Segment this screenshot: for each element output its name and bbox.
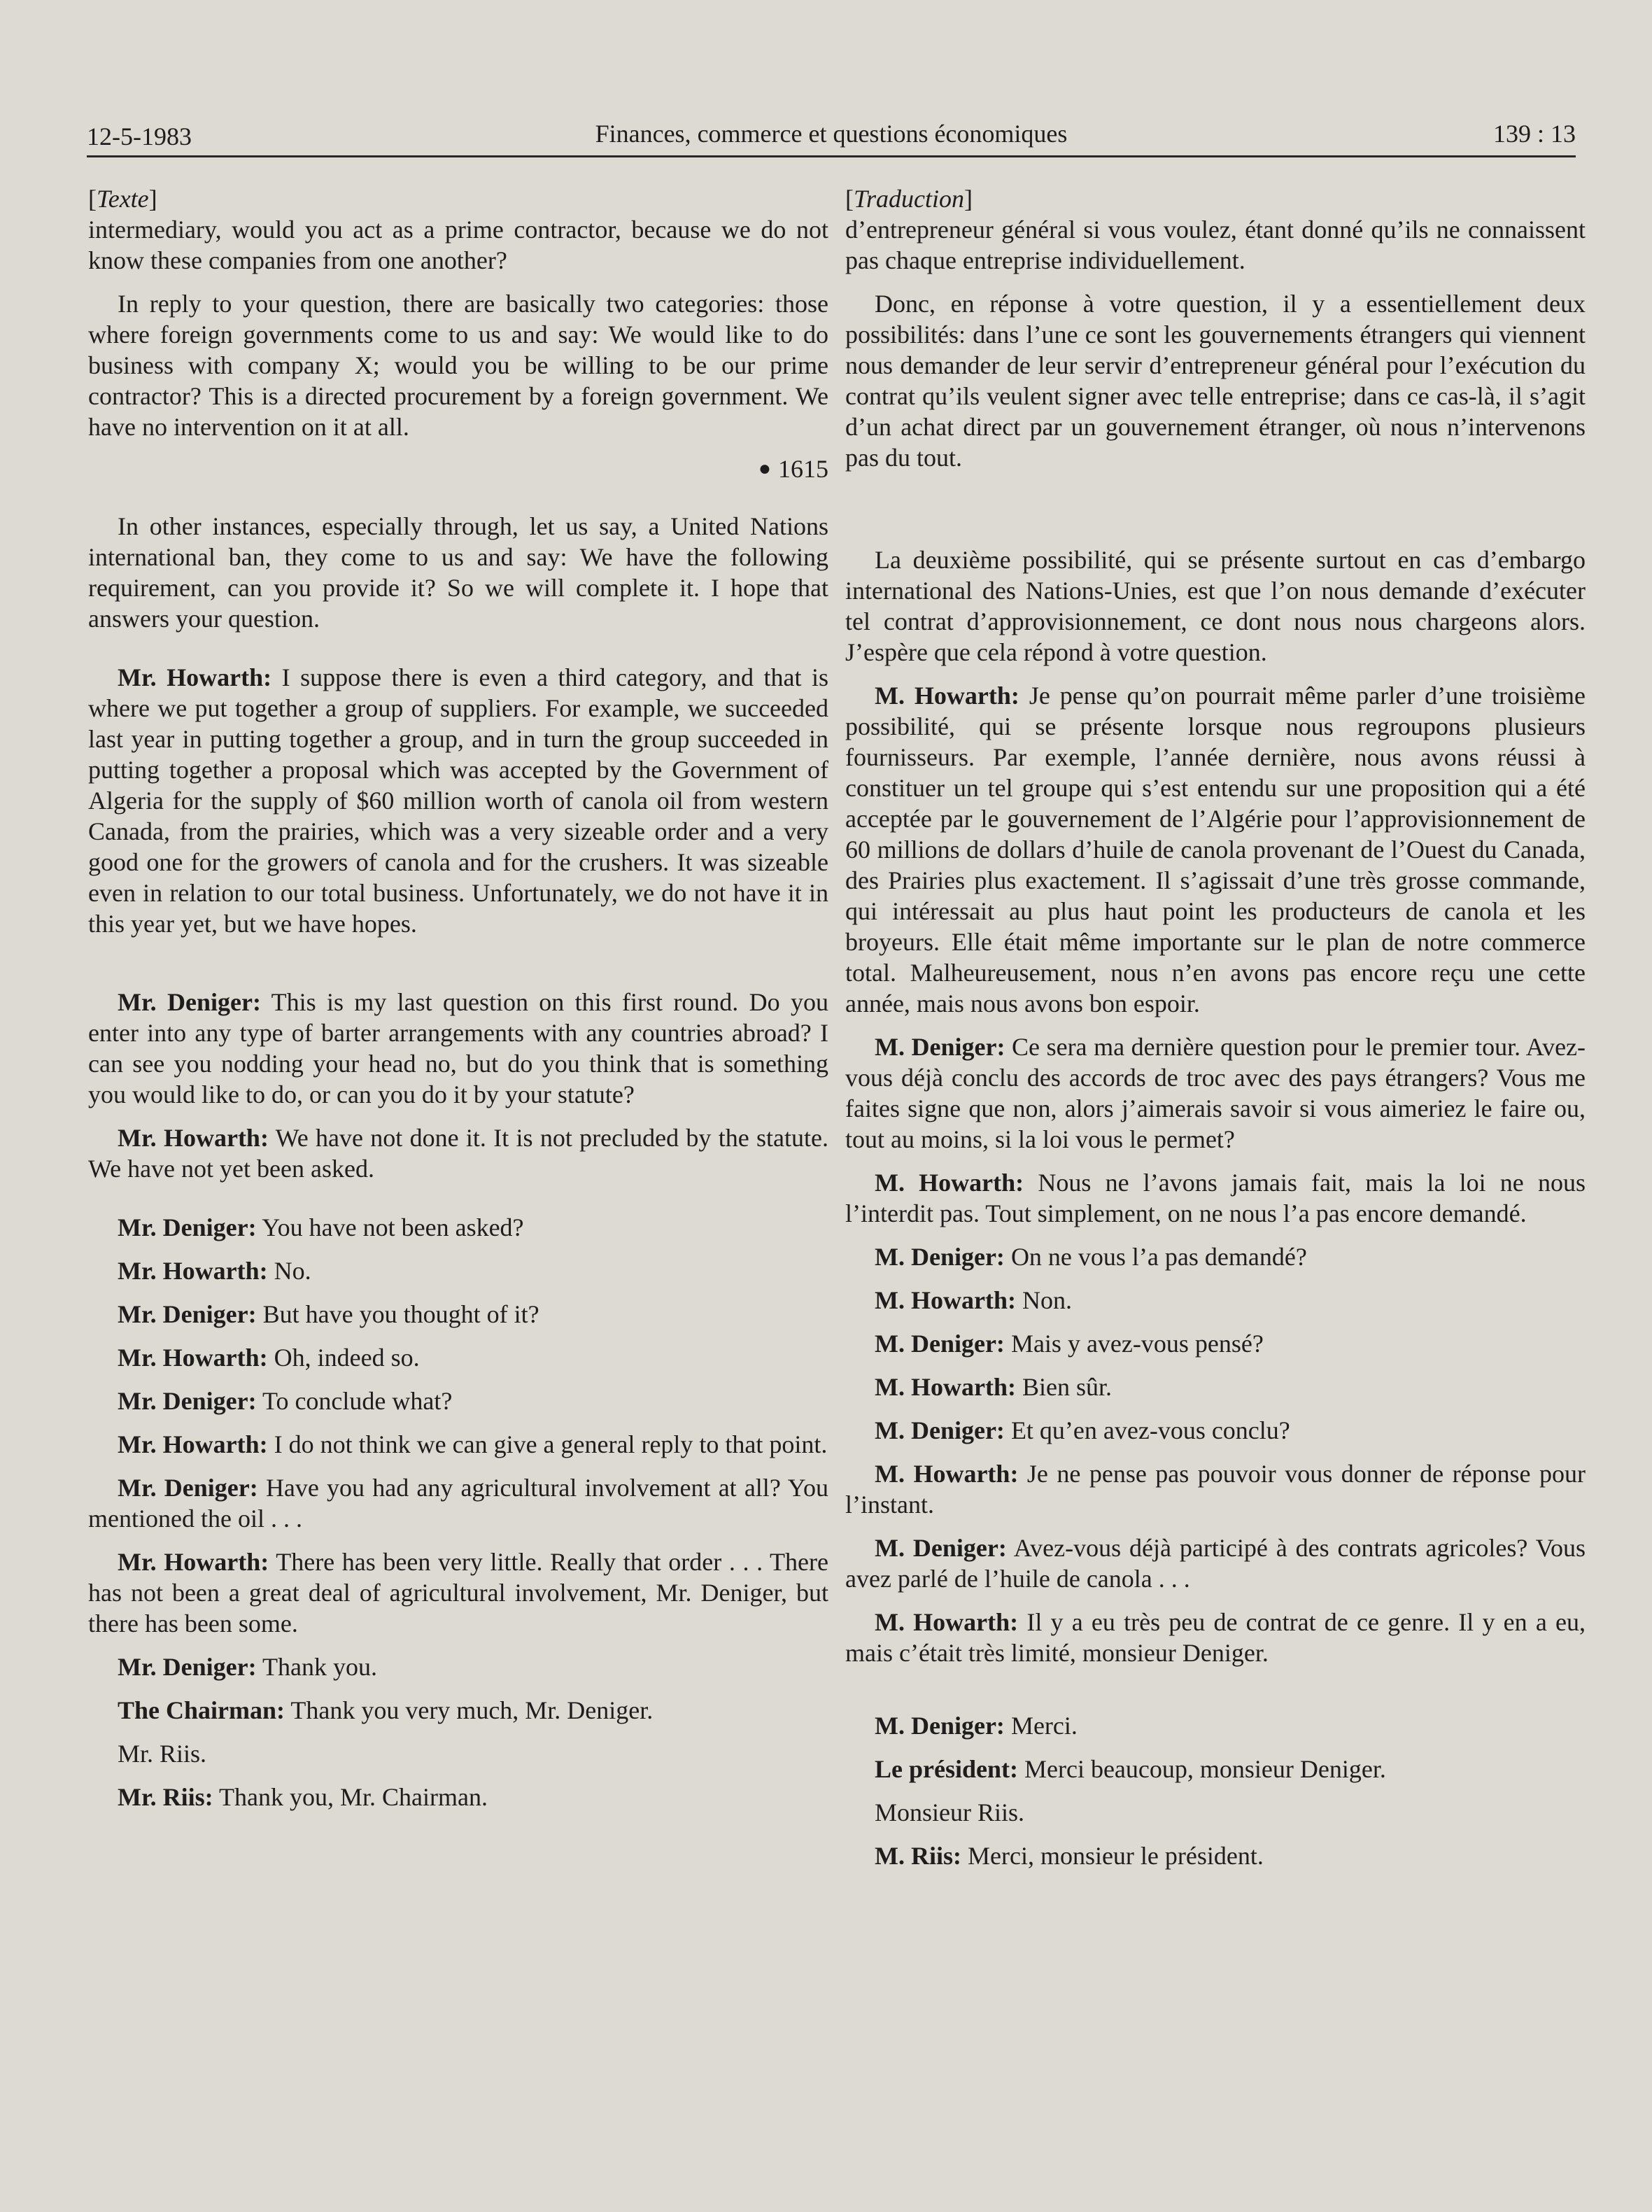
paragraph: intermediary, would you act as a prime contractor, because we do not know these companies from one another? [88,216,828,274]
speech-chairman: Le président: Merci beaucoup, monsieur Deniger. [875,1755,1386,1783]
column-marker: [ Traduction ] [845,183,1586,214]
paragraph: Monsieur Riis. [875,1798,1025,1826]
header-date: 12-5-1983 [87,122,192,150]
speech-deniger: M. Deniger: On ne vous l’a pas demandé? [875,1243,1307,1271]
speech-howarth: M. Howarth: Je ne pense pas pouvoir vous donner de réponse pour l’instant. [845,1460,1586,1519]
speech-howarth: Mr. Howarth: We have not done it. It is not precluded by the statute. We have not yet been asked. [88,1124,828,1183]
speech-deniger: M. Deniger: Merci. [875,1712,1078,1740]
speech-howarth: M. Howarth: Non. [875,1286,1072,1314]
speech-deniger: Mr. Deniger: But have you thought of it? [118,1300,539,1328]
speech-riis: M. Riis: Merci, monsieur le président. [875,1842,1264,1870]
speech-howarth: Mr. Howarth: I suppose there is even a third category, and that is where we put together a group of suppliers. For example, we succeeded last year in putting together a group, and in turn the group succeeded in putting together a proposal which was accepted by the Government of Algeria for the supply of $60 million worth of canola oil from western Canada, from the prairies, which was a very sizeable order and a very good one for the growers of canola and for the crushers. It was sizeable even in relation to our total business. Unfortunately, we do not have it in this year yet, but we have hopes. [88,663,828,938]
speech-howarth: Mr. Howarth: There has been very little. Really that order . . . There has not been a great deal of agricultural involvement, Mr. Deniger, but there has been some. [88,1548,828,1637]
speech-deniger: Mr. Deniger: Thank you. [118,1653,377,1681]
speech-deniger: Mr. Deniger: To conclude what? [118,1387,453,1415]
speech-howarth: Mr. Howarth: Oh, indeed so. [118,1344,420,1372]
speech-howarth: Mr. Howarth: No. [118,1257,311,1285]
english-column [88,183,828,1812]
paragraph: Donc, en réponse à votre question, il y a essentiellement deux possibilités: dans l’une ce sont les gouvernements étrangers qui viennent nous demander de leur servir d’entrepreneur général pour l’exécution du contrat qu’ils veulent signer avec telle entreprise; dans ce cas-là, il s’agit d’un achat direct par un gouvernement étranger, où nous n’intervenons pas du tout. [845,290,1586,472]
header-title: Finances, commerce et questions économiques [595,120,1068,148]
speech-howarth: M. Howarth: Nous ne l’avons jamais fait, mais la loi ne nous l’interdit pas. Tout simplement, on ne nous l’a pas encore demandé. [845,1169,1586,1227]
speech-deniger: M. Deniger: Avez-vous déjà participé à des contrats agricoles? Vous avez parlé de l’huile de canola . . . [845,1534,1586,1593]
paragraph: In other instances, especially through, let us say, a United Nations international ban, they come to us and say: We have the following requirement, can you provide it? So we will complete it. I hope that answers your question. [88,512,828,633]
speech-riis: Mr. Riis: Thank you, Mr. Chairman. [118,1783,488,1811]
speech-deniger: M. Deniger: Ce sera ma dernière question pour le premier tour. Avez-vous déjà conclu des accords de troc avec des pays étrangers? Vous me faites signe que non, alors j’aimerais savoir si vous aimeriez le faire ou, tout au moins, si la loi vous le permet? [845,1033,1586,1153]
bullet-icon: ● [758,457,771,480]
paragraph: La deuxième possibilité, qui se présente surtout en cas d’embargo international des Nations-Unies, est que l’on nous demande d’exécuter tel contrat d’approvisionnement, ce dont nous nous chargeons alors. J’espère que cela répond à votre question. [845,546,1586,666]
speech-chairman: The Chairman: Thank you very much, Mr. Deniger. [118,1696,654,1724]
speech-deniger: Mr. Deniger: Have you had any agricultural involvement at all? You mentioned the oil . . . [88,1474,829,1533]
speech-deniger: Mr. Deniger: This is my last question on this first round. Do you enter into any type of barter arrangements with any countries abroad? I can see you nodding your head no, but do you think that is something you would like to do, or can you do it by your statute? [88,988,828,1108]
header-folio: 139 : 13 [1492,120,1576,148]
column-marker: [ Texte ] [88,183,828,214]
speech-deniger: M. Deniger: Mais y avez-vous pensé? [875,1330,1264,1358]
speech-howarth: M. Howarth: Bien sûr. [875,1373,1112,1401]
speech-howarth: M. Howarth: Il y a eu très peu de contrat de ce genre. Il y en a eu, mais c’était très limité, monsieur Deniger. [845,1608,1586,1667]
page-header [87,112,1576,157]
speech-deniger: Mr. Deniger: You have not been asked? [118,1213,524,1241]
time-marker: ● 1615 [758,455,828,483]
speech-howarth: Mr. Howarth: I do not think we can give a general reply to that point. [118,1430,828,1458]
paragraph: In reply to your question, there are basically two categories: those where foreign governments come to us and say: We would like to do business with company X; would you be willing to be our prime contractor? This is a directed procurement by a foreign government. We have no intervention on it at all. [88,290,828,441]
speech-deniger: M. Deniger: Et qu’en avez-vous conclu? [875,1416,1290,1444]
paragraph: d’entrepreneur général si vous voulez, étant donné qu’ils ne connaissent pas chaque entreprise individuellement. [845,216,1586,274]
french-column [845,183,1586,1871]
speech-howarth: M. Howarth: Je pense qu’on pourrait même parler d’une troisième possibilité, qui se présente lorsque nous regroupons plusieurs fournisseurs. Par exemple, l’année dernière, nous avons réussi à constituer un tel groupe qui s’est entendu sur une proposition qui a été acceptée par le gouvernement de l’Algérie pour l’approvisionnement de 60 millions de dollars d’huile de canola provenant de l’Ouest du Canada, des Prairies plus exactement. Il s’agissait d’une très grosse commande, qui intéressait au plus haut point les producteurs de canola et les broyeurs. Elle était même importante sur le plan de notre commerce total. Malheureusement, nous n’en avons pas encore reçu une cette année, mais nous avons bon espoir. [845,682,1586,1017]
paragraph: Mr. Riis. [118,1740,207,1768]
